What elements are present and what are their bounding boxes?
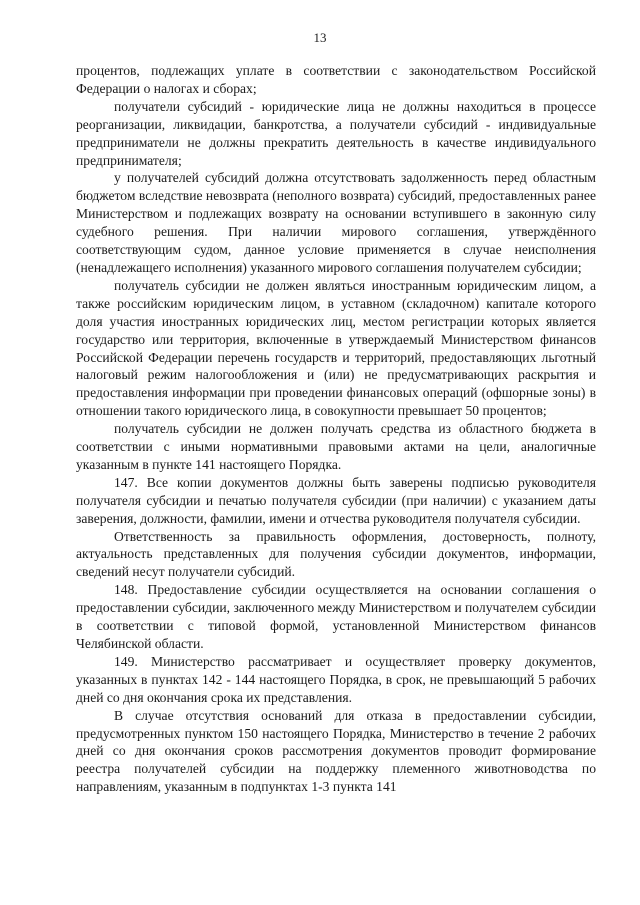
paragraph: получатель субсидии не должен получать средства из областного бюджета в соответствии с иными нормативными правовыми актами на цели, аналогичные указанным в пункте 141 настоящего Порядка. — [76, 421, 596, 472]
paragraph: 148. Предоставление субсидии осуществляется на основании соглашения о предоставлении субсидии, заключенного между Министерством и получателем субсидии в соответствии с типовой формой, установленной Министерством финансов Челябинской области. — [76, 582, 596, 651]
paragraph: В случае отсутствия оснований для отказа в предоставлении субсидии, предусмотренных пунктом 150 настоящего Порядка, Министерство в течение 2 рабочих дней со дня окончания сроков рассмотрения документов проводит формирование реестра получателей субсидии на поддержку племенного животноводства по направлениям, указанным в подпунктах 1-3 пункта 141 — [76, 707, 596, 795]
document-body — [76, 62, 596, 796]
paragraph: 147. Все копии документов должны быть заверены подписью руководителя получателя субсидии и печатью получателя субсидии (при наличии) с указанием даты заверения, должности, фамилии, имени и отчества руководителя получателя субсидии. — [76, 474, 596, 526]
paragraph: получатели субсидий - юридические лица не должны находиться в процессе реорганизации, ликвидации, банкротства, а получатели субсидий - индивидуальные предприниматели не должны прекратить деятельность в качестве индивидуального предпринимателя; — [76, 98, 596, 168]
paragraph: у получателей субсидий должна отсутствовать задолженность перед областным бюджетом вследствие невозврата (неполного возврата) субсидий, предоставленных ранее Министерством и подлежащих возврату на основании вступившего в законную силу судебного решения. При наличии мирового соглашения, утверждённого соответствующим судом, данное условие применяется в случае неисполнения (ненадлежащего исполнения) указанного мирового соглашения получателем субсидии; — [76, 170, 596, 275]
paragraph: процентов, подлежащих уплате в соответствии с законодательством Российской Федерации о налогах и сборах; — [76, 63, 596, 96]
paragraph: 149. Министерство рассматривает и осуществляет проверку документов, указанных в пунктах 142 - 144 настоящего Порядка, в срок, не превышающий 5 рабочих дней со дня окончания срока их представления. — [76, 653, 596, 705]
paragraph: Ответственность за правильность оформления, достоверность, полноту, актуальность представленных для получения субсидии документов, информации, сведений несут получатели субсидий. — [76, 528, 596, 580]
page-number: 13 — [313, 30, 327, 45]
paragraph: получатель субсидии не должен являться иностранным юридическим лицом, а также российским юридическим лицом, в уставном (складочном) капитале которого доля участия иностранных юридических лиц, местом регистрации которых является государство или территория, включенные в утверждаемый Министерством финансов Российской Федерации перечень государств и территорий, предоставляющих льготный налоговый режим налогообложения и (или) не предусматривающих раскрытия и предоставления информации при проведении финансовых операций (офшорные зоны) в отношении такого юридического лица, в совокупности превышает 50 процентов; — [76, 277, 596, 419]
